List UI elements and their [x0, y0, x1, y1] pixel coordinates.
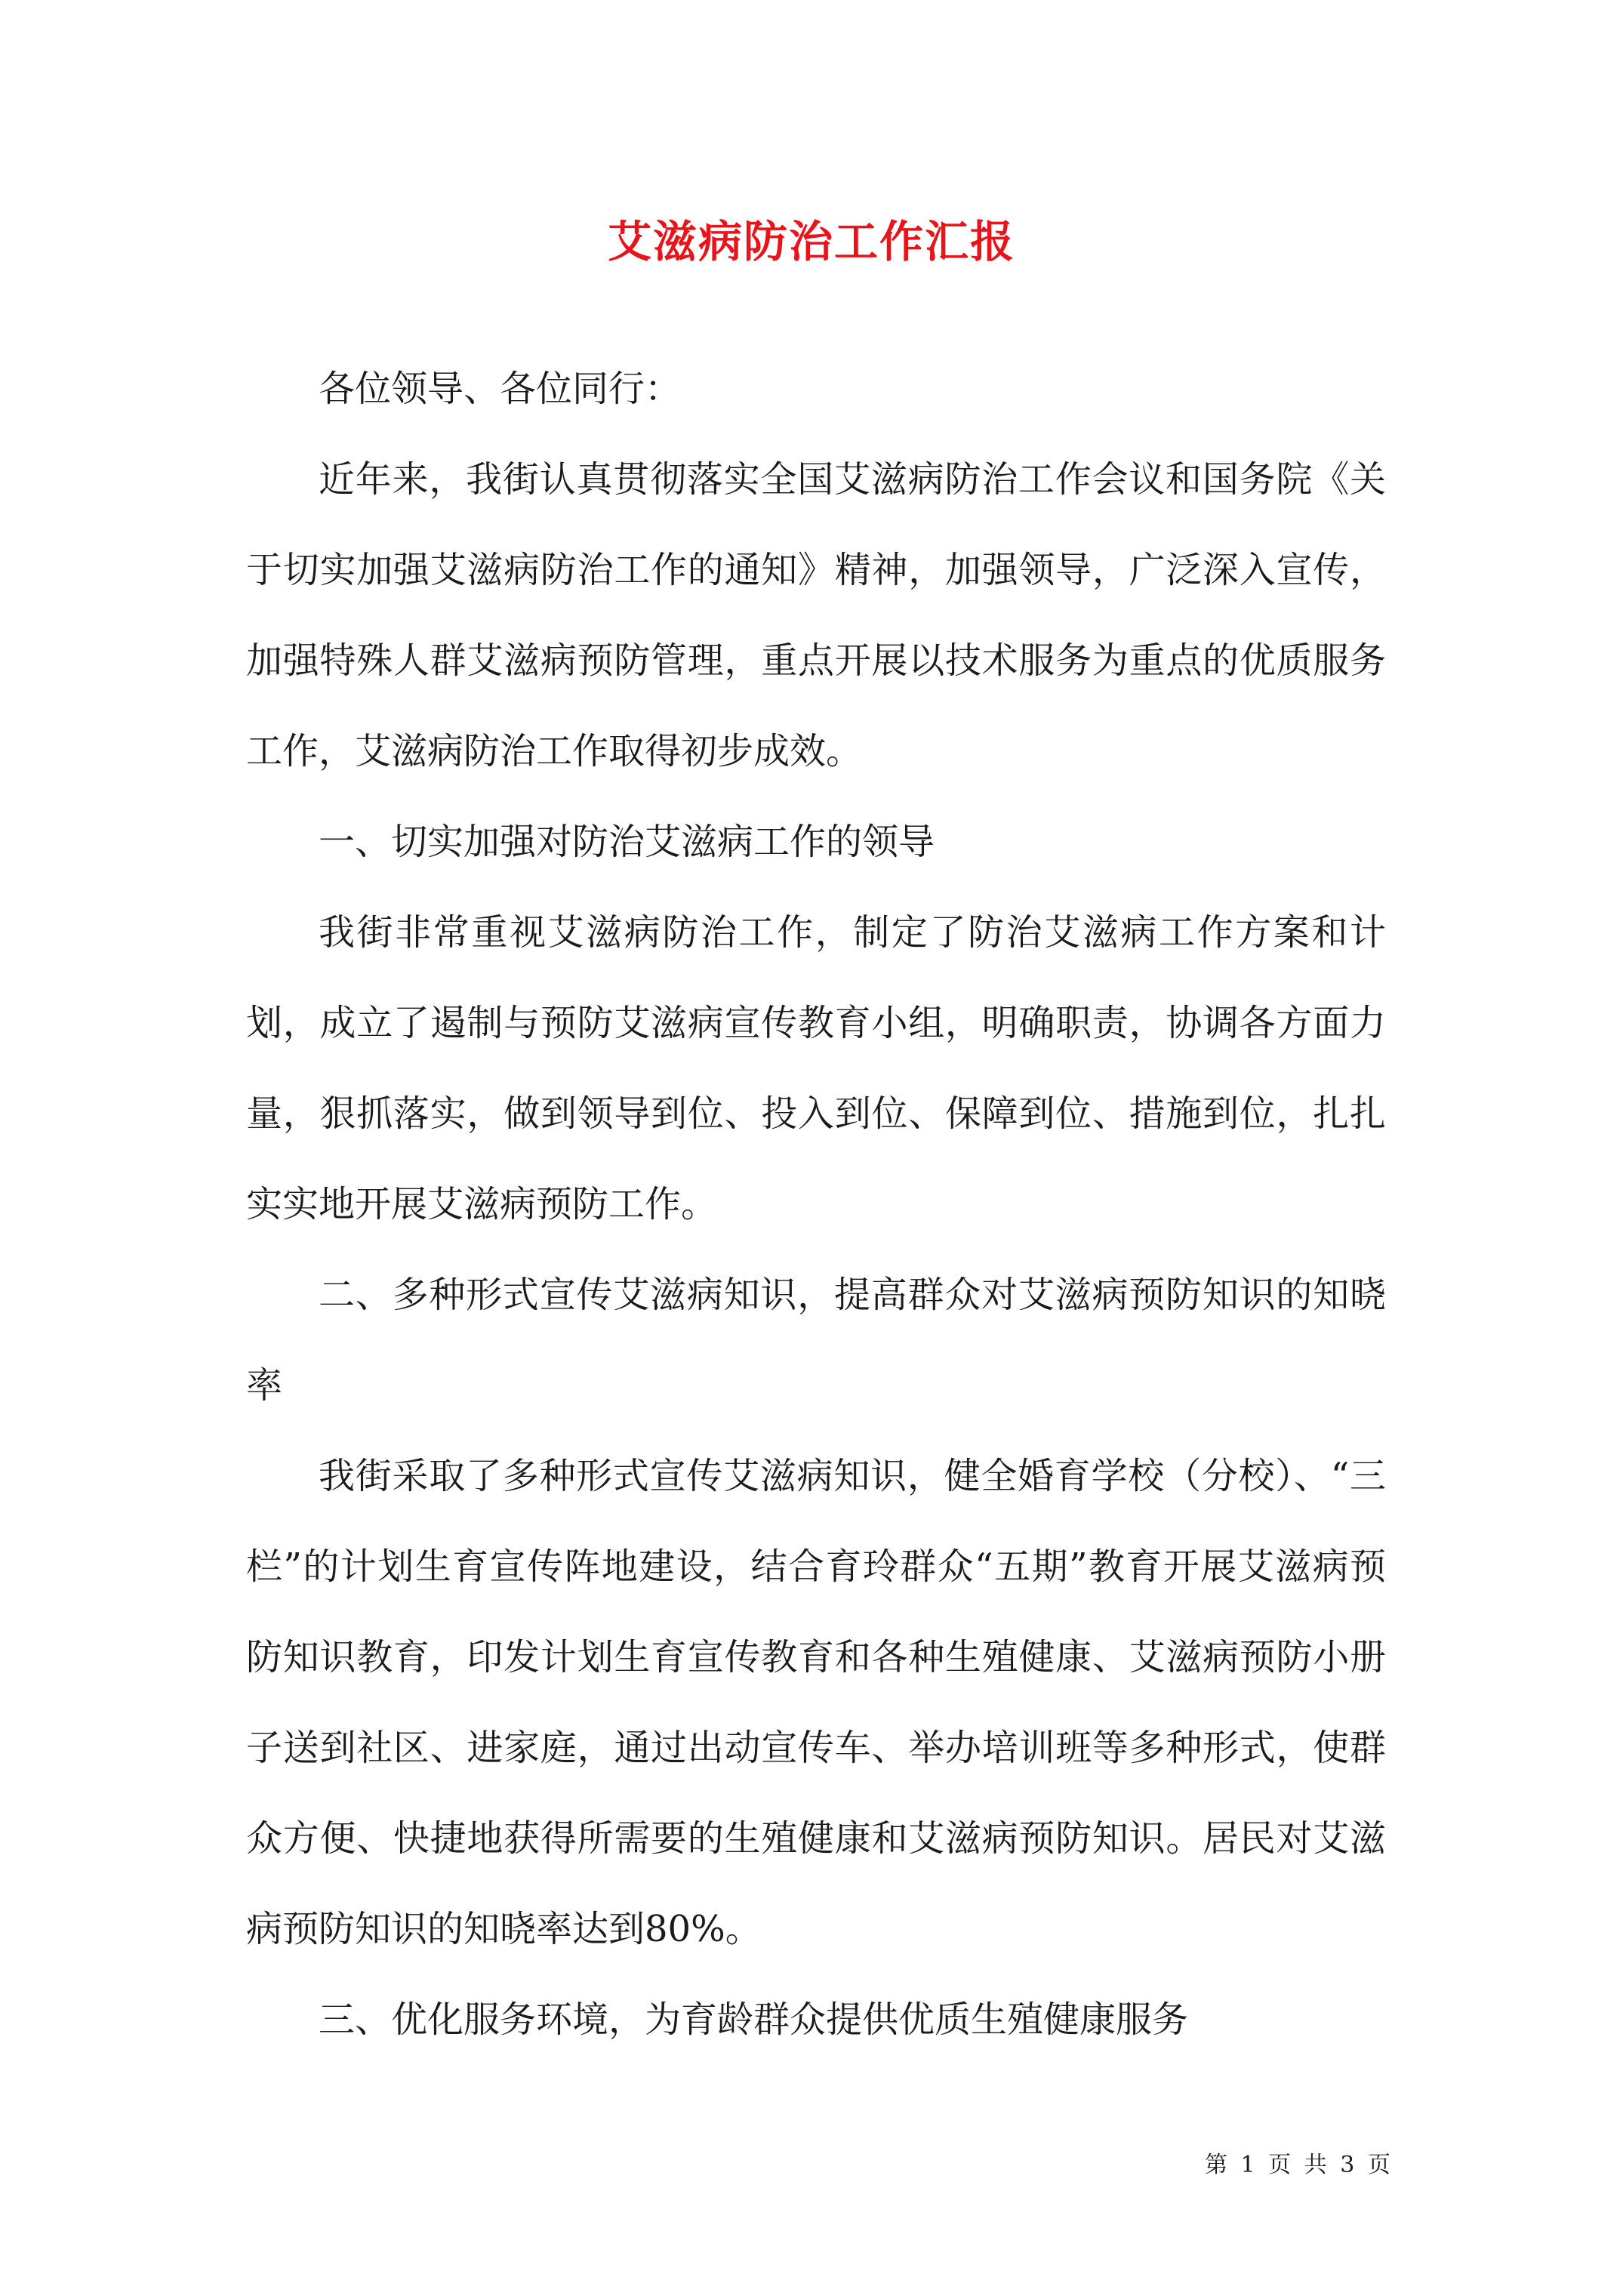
section-heading-3: 三、优化服务环境，为育龄群众提供优质生殖健康服务 — [319, 1999, 1189, 2041]
salutation-paragraph: 各位领导、各位同行： — [319, 368, 682, 410]
section-paragraph-1: 我街非常重视艾滋病防治工作，制定了防治艾滋病工作方案和计划，成立了遏制与预防艾滋病宣传教育小组，明确职责，协调各方面力量，狠抓落实，做到领导到位、投入到位、保障到位、措施到位，扎扎实实地开展艾滋病预防工作。 — [246, 911, 1386, 1225]
document-body — [246, 344, 1386, 2065]
section-heading-1: 一、切实加强对防治艾滋病工作的领导 — [319, 821, 935, 863]
intro-paragraph: 近年来，我街认真贯彻落实全国艾滋病防治工作会议和国务院《关于切实加强艾滋病防治工作的通知》精神，加强领导，广泛深入宣传，加强特殊人群艾滋病预防管理，重点开展以技术服务为重点的优质服务工作，艾滋病防治工作取得初步成效。 — [246, 458, 1386, 772]
document-title: 艾滋病防治工作汇报 — [607, 216, 1015, 267]
page-footer: 第 1 页 共 3 页 — [1205, 2152, 1390, 2178]
section-heading-2: 二、多种形式宣传艾滋病知识，提高群众对艾滋病预防知识的知晓率 — [246, 1274, 1386, 1407]
section-paragraph-2: 我街采取了多种形式宣传艾滋病知识，健全婚育学校（分校）、“三栏”的计划生育宣传阵地建设，结合育玲群众“五期”教育开展艾滋病预防知识教育，印发计划生育宣传教育和各种生殖健康、艾滋病预防小册子送到社区、进家庭，通过出动宣传车、举办培训班等多种形式，使群众方便、快捷地获得所需要的生殖健康和艾滋病预防知识。居民对艾滋病预防知识的知晓率达到80%。 — [246, 1455, 1386, 1950]
